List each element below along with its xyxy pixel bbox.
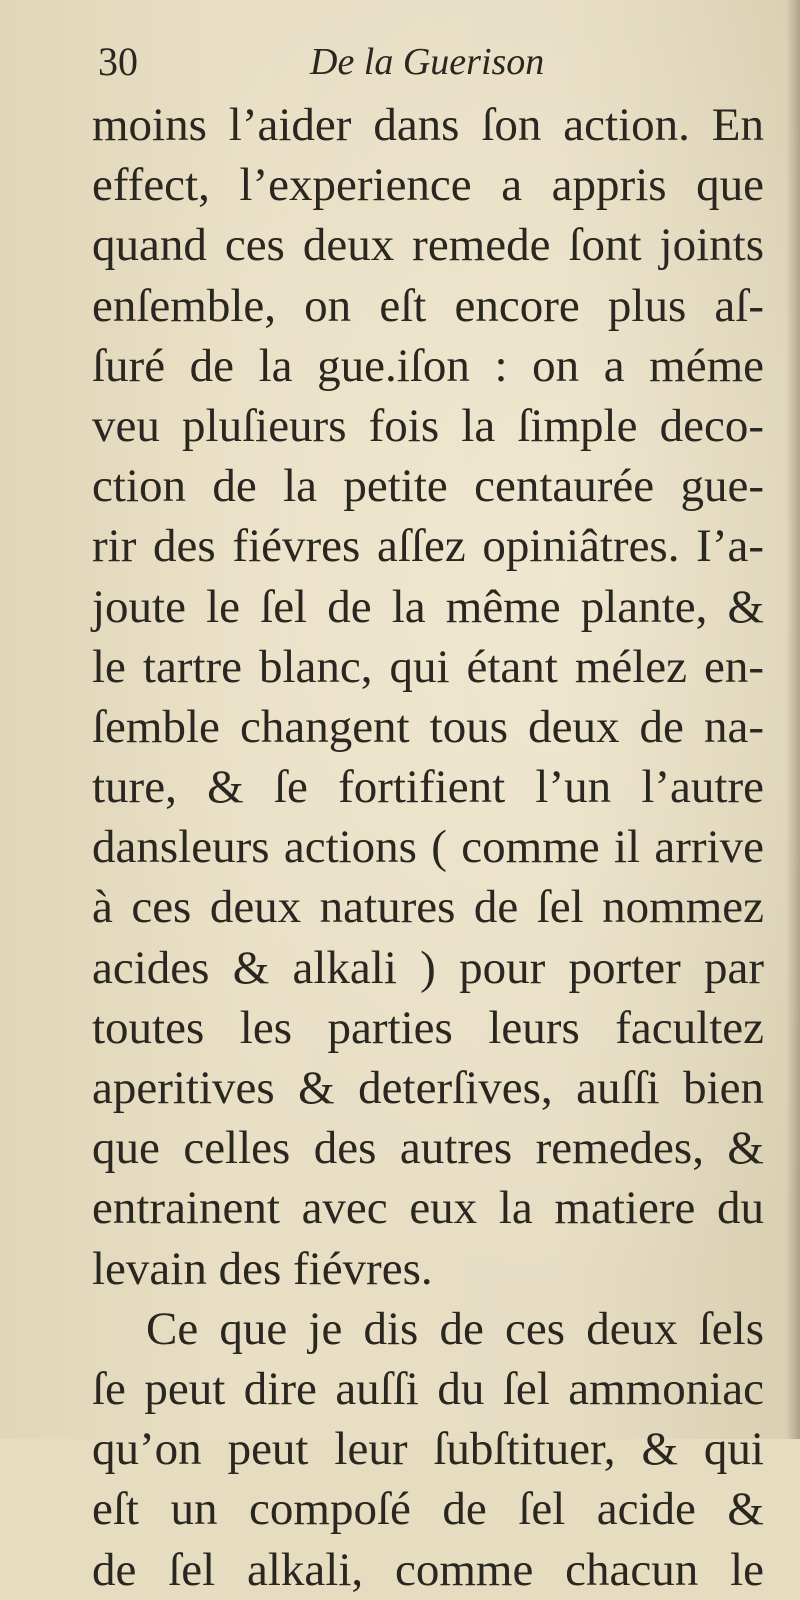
text-line: joute le ſel de la même plante, & xyxy=(92,580,764,633)
text-line: ction de la petite centaurée gue- xyxy=(92,460,764,513)
text-line: dansleurs actions ( comme il arrive xyxy=(92,821,764,874)
text-line: que celles des autres remedes, & xyxy=(92,1122,764,1175)
text-line: eſt un compoſé de ſel acide & xyxy=(92,1483,764,1536)
text-line: aperitives & deterſives, auſſi bien xyxy=(92,1062,764,1114)
text-line: ture, & ſe fortifient l’un l’autre xyxy=(92,761,764,814)
text-line: acides & alkali ) pour porter par xyxy=(92,941,764,994)
text-line: le tartre blanc, qui étant mélez en- xyxy=(92,640,764,693)
text-line: veu pluſieurs fois la ſimple deco- xyxy=(92,399,764,452)
text-line: moins l’aider dans ſon action. En xyxy=(92,99,764,151)
page-number: 30 xyxy=(98,39,138,84)
text-line: à ces deux natures de ſel nommez xyxy=(92,881,764,934)
text-line: ſuré de la gue.iſon : on a méme xyxy=(92,339,764,392)
text-line: ſe peut dire auſſi du ſel ammoniac xyxy=(92,1362,764,1415)
text-line: toutes les parties leurs facultez xyxy=(92,1001,764,1054)
body-text xyxy=(92,95,764,1600)
text-line: ſemble changent tous deux de na- xyxy=(92,700,764,753)
text-line: de ſel alkali, comme chacun le xyxy=(92,1543,764,1596)
text-line: entrainent avec eux la matiere du xyxy=(92,1182,764,1235)
text-line: enſemble, on eſt encore plus aſ- xyxy=(92,279,764,332)
paragraph-end-line: levain des fiévres. xyxy=(92,1242,433,1295)
page-header xyxy=(98,38,758,86)
text-line: quand ces deux remede ſont joints xyxy=(92,219,764,272)
text-line: rir des fiévres aſſez opiniâtres. I’a- xyxy=(92,520,764,573)
paragraph-start-line: Ce que je dis de ces deux ſels xyxy=(146,1302,764,1355)
running-title: De la Guerison xyxy=(310,41,545,83)
page-edge-shadow xyxy=(786,0,800,1439)
text-line: effect, l’experience a appris que xyxy=(92,159,764,212)
text-line: qu’on peut leur ſubſtituer, & qui xyxy=(92,1423,764,1476)
